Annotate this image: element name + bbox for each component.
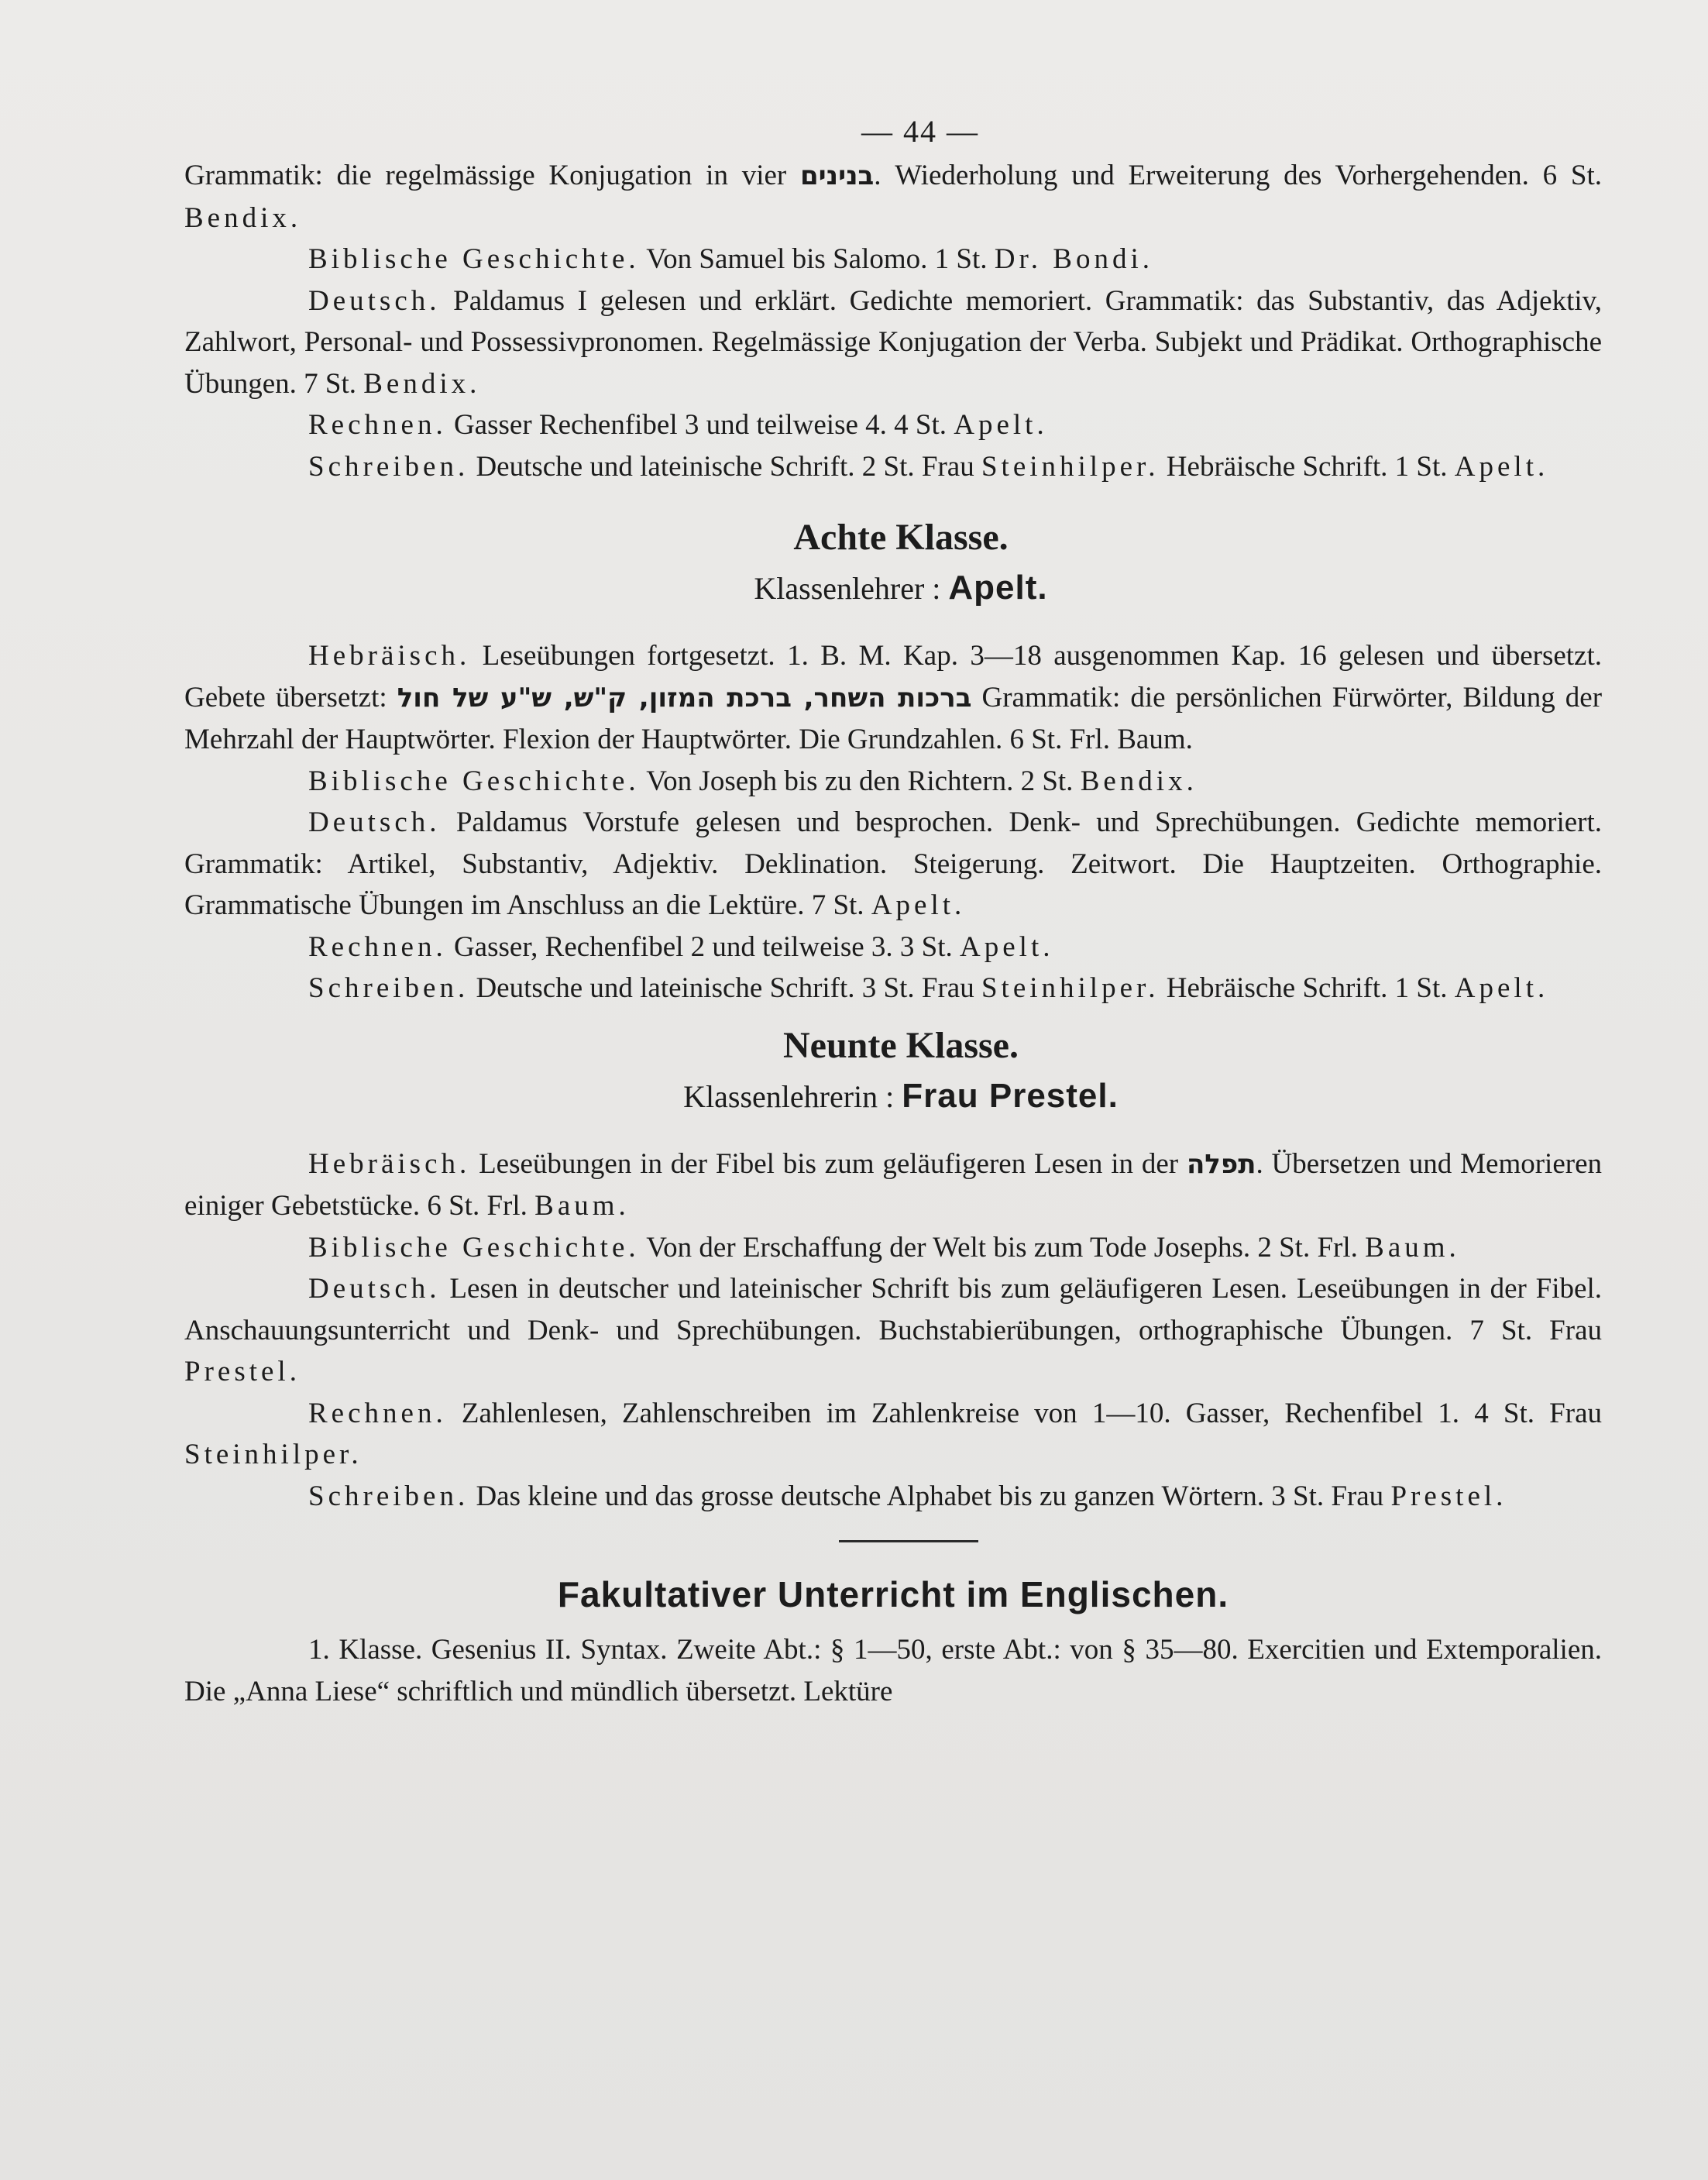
teacher-name: Apelt.	[871, 889, 966, 921]
teacher-name: Dr. Bondi.	[994, 243, 1153, 275]
subject-label: Deutsch.	[308, 806, 441, 838]
class-teacher-name: Frau Prestel.	[902, 1076, 1119, 1115]
section-title-achte-klasse: Achte Klasse.	[793, 517, 1009, 558]
subject-label: Deutsch.	[308, 284, 441, 317]
writing-paragraph: Schreiben. Das kleine und das grosse deutsche Alphabet bis zu ganzen Wörtern. 3 St. Frau Prestel.	[308, 1480, 1507, 1512]
teacher-name: Bendix.	[363, 367, 481, 400]
section-divider	[839, 1540, 978, 1542]
teacher-name: Apelt.	[1454, 972, 1549, 1004]
subject-label: Deutsch.	[308, 1273, 441, 1305]
subject-label: Rechnen.	[308, 409, 447, 441]
teacher-name: Baum.	[534, 1190, 630, 1222]
hebrew-paragraph: Hebräisch. Leseübungen fortgesetzt. 1. B. M. Kap. 3—18 ausgenommen Kap. 16 gelesen und übersetzt. Gebete übersetzt: ברכות השחר, ברכת המזון, ק"ש, ש"ע של חול Grammatik: die persönlichen Fürwörter, Bildung der Mehrzahl der Hauptwörter. Flexion der Hauptwörter. Die Grundzahlen. 6 St. Frl. Baum.	[184, 640, 1603, 755]
subject-label: Biblische Geschichte.	[308, 765, 640, 797]
subject-label: Biblische Geschichte.	[308, 243, 640, 275]
teacher-name: Apelt.	[960, 930, 1054, 963]
teacher-name: Steinhilper.	[184, 1439, 363, 1470]
hebrew-term: תפלה	[1186, 1148, 1256, 1180]
subject-label: Hebräisch.	[308, 1147, 471, 1180]
hebrew-prayers: ברכות השחר, ברכת המזון, ק"ש, ש"ע של חול	[397, 682, 972, 713]
teacher-name: Prestel.	[184, 1356, 301, 1387]
subject-label: Rechnen.	[308, 1397, 447, 1429]
bible-paragraph: Biblische Geschichte. Von Samuel bis Salomo. 1 St. Dr. Bondi.	[308, 243, 1153, 275]
math-paragraph: Rechnen. Zahlenlesen, Zahlenschreiben im Zahlenkreise von 1—10. Gasser, Rechenfibel 1. 4 St. Frau Steinhilper.	[184, 1397, 1602, 1470]
subject-label: Biblische Geschichte.	[308, 1231, 640, 1264]
section-title-neunte-klasse: Neunte Klasse.	[783, 1024, 1019, 1066]
class-teacher-name: Apelt.	[948, 569, 1048, 607]
subject-label: Schreiben.	[308, 972, 469, 1004]
english-paragraph: 1. Klasse. Gesenius II. Syntax. Zweite Abt.: § 1—50, erste Abt.: von § 35—80. Exercitien und Extemporalien. Die „Anna Liese“ schriftlich und mündlich übersetzt. Lektüre	[184, 1634, 1602, 1707]
writing-paragraph: Schreiben. Deutsche und lateinische Schrift. 2 St. Frau Steinhilper. Hebräische Schrift. 1 St. Apelt.	[308, 450, 1549, 483]
german-paragraph: Deutsch. Paldamus Vorstufe gelesen und besprochen. Denk- und Sprechübungen. Gedichte memoriert. Grammatik: Artikel, Substantiv, Adjektiv. Deklination. Steigerung. Zeitwort. Die Hauptzeiten. Orthographie. Grammatische Übungen im Anschluss an die Lektüre. 7 St. Apelt.	[184, 806, 1602, 921]
teacher-name: Steinhilper.	[981, 450, 1160, 483]
page-number: — 44 —	[861, 114, 979, 149]
teacher-name: Prestel.	[1390, 1480, 1507, 1512]
hebrew-paragraph: Hebräisch. Leseübungen in der Fibel bis zum geläufigeren Lesen in der תפלה. Übersetzen und Memorieren einiger Gebetstücke. 6 St. Frl. Baum.	[184, 1147, 1602, 1222]
teacher-name: Baum.	[1365, 1231, 1460, 1264]
class-teacher-line: Klassenlehrer : Apelt.	[754, 569, 1048, 607]
teacher-name: Bendix.	[1080, 765, 1198, 797]
teacher-name: Bendix.	[184, 201, 302, 234]
hebrew-term: בנינים	[800, 160, 875, 191]
teacher-name: Apelt.	[1454, 450, 1549, 483]
bible-paragraph: Biblische Geschichte. Von der Erschaffung der Welt bis zum Tode Josephs. 2 St. Frl. Baum.	[308, 1231, 1460, 1264]
page-content	[184, 108, 1602, 1712]
math-paragraph: Rechnen. Gasser, Rechenfibel 2 und teilweise 3. 3 St. Apelt.	[308, 930, 1054, 963]
subject-label: Schreiben.	[308, 450, 469, 483]
subject-label: Rechnen.	[308, 930, 447, 963]
writing-paragraph: Schreiben. Deutsche und lateinische Schrift. 3 St. Frau Steinhilper. Hebräische Schrift. 1 St. Apelt.	[308, 972, 1549, 1004]
subject-label: Hebräisch.	[308, 640, 471, 672]
subject-label: Schreiben.	[308, 1480, 469, 1512]
math-paragraph: Rechnen. Gasser Rechenfibel 3 und teilweise 4. 4 St. Apelt.	[308, 409, 1048, 441]
teacher-name: Steinhilper.	[981, 972, 1160, 1004]
grammar-paragraph: Grammatik: die regelmässige Konjugation in vier בנינים. Wiederholung und Erweiterung des Vorhergehenden. 6 St. Bendix.	[184, 160, 1602, 234]
teacher-name: Apelt.	[954, 409, 1048, 441]
german-paragraph: Deutsch. Lesen in deutscher und lateinischer Schrift bis zum geläufigeren Lesen. Leseübungen in der Fibel. Anschauungsunterricht und Denk- und Sprechübungen. Buchstabierübungen, orthographische Übungen. 7 St. Frau Prestel.	[184, 1273, 1602, 1387]
section-title-english: Fakultativer Unterricht im Englischen.	[557, 1574, 1229, 1614]
bible-paragraph: Biblische Geschichte. Von Joseph bis zu den Richtern. 2 St. Bendix.	[308, 765, 1198, 797]
german-paragraph: Deutsch. Paldamus I gelesen und erklärt. Gedichte memoriert. Grammatik: das Substantiv, das Adjektiv, Zahlwort, Personal- und Possessivpronomen. Regelmässige Konjugation der Verba. Subjekt und Prädikat. Orthographische Übungen. 7 St. Bendix.	[184, 284, 1602, 400]
class-teacher-line: Klassenlehrerin : Frau Prestel.	[683, 1076, 1119, 1115]
